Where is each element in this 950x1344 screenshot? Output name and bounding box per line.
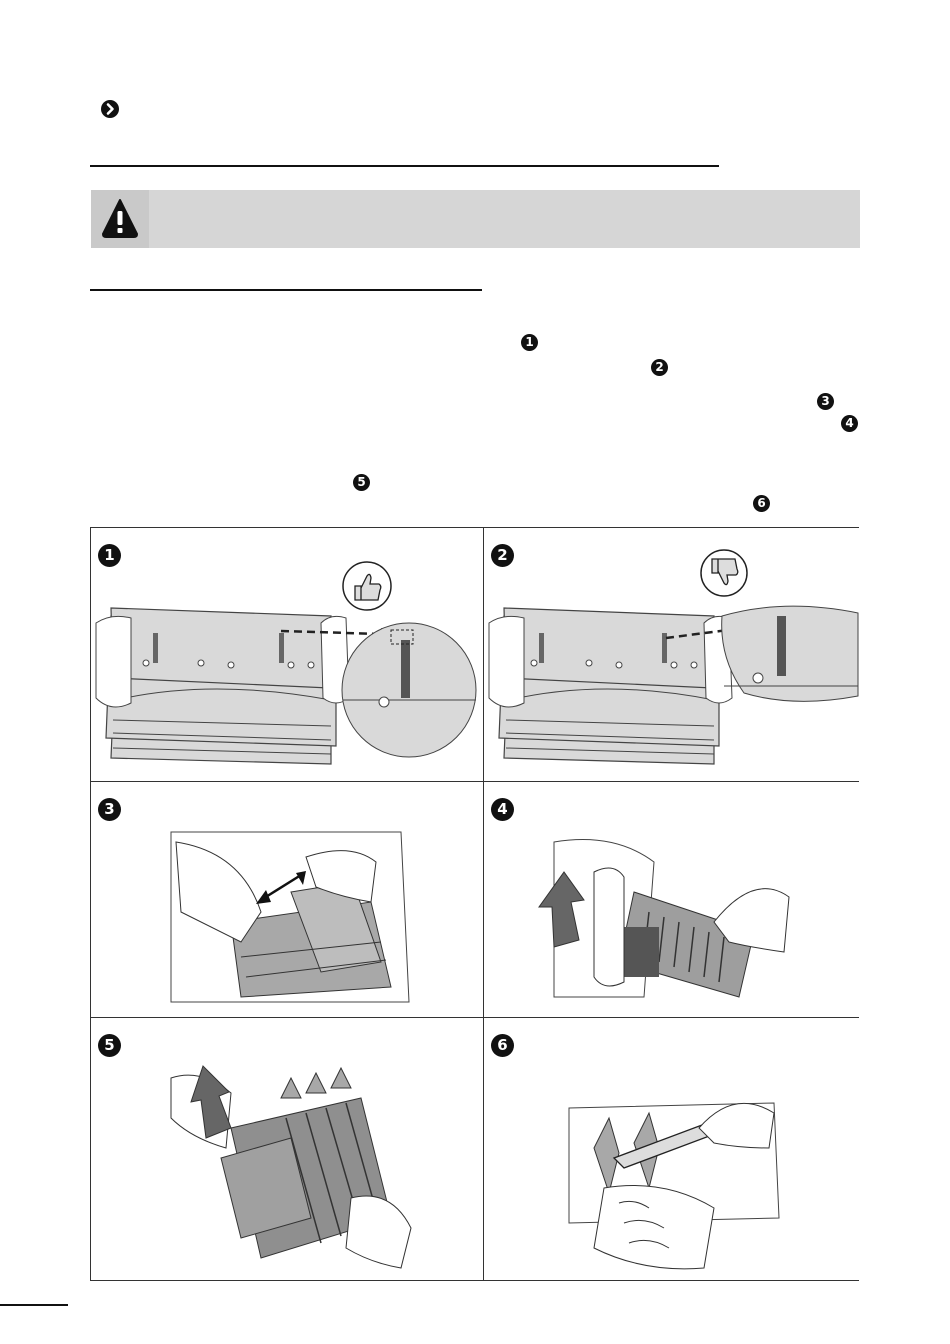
inline-step-marker-3: 3 xyxy=(817,393,834,410)
panel-number: 2 xyxy=(491,544,514,567)
panel-number: 3 xyxy=(98,798,121,821)
panel-4 xyxy=(484,782,859,1018)
release-filter-cover-illustration xyxy=(91,782,483,1017)
inline-step-marker-5: 5 xyxy=(353,474,370,491)
panel-1 xyxy=(91,528,484,782)
brush-installed-incorrectly-illustration xyxy=(484,528,859,781)
brush-installed-correctly-illustration xyxy=(91,528,483,781)
illustration-grid xyxy=(90,527,859,1281)
warning-icon-box xyxy=(91,190,149,248)
inline-step-marker-2: 2 xyxy=(651,359,668,376)
thumbs-down-icon xyxy=(701,550,747,596)
subsection-rule xyxy=(90,289,482,291)
panel-5 xyxy=(91,1018,484,1280)
panel-number: 6 xyxy=(491,1034,514,1057)
footer-rule xyxy=(0,1304,68,1306)
cut-brush-strap-illustration xyxy=(484,1018,859,1280)
thumbs-up-icon xyxy=(343,562,391,610)
lift-brush-assembly-illustration xyxy=(91,1018,483,1280)
panel-number: 4 xyxy=(491,798,514,821)
inline-step-marker-6: 6 xyxy=(753,495,770,512)
remove-roller-brush-illustration xyxy=(484,782,859,1017)
panel-2 xyxy=(484,528,859,782)
panel-3 xyxy=(91,782,484,1018)
inline-step-marker-1: 1 xyxy=(521,334,538,351)
warning-banner xyxy=(91,190,860,248)
section-rule xyxy=(90,165,719,167)
inline-step-marker-4: 4 xyxy=(841,415,858,432)
panel-number: 5 xyxy=(98,1034,121,1057)
warning-triangle-icon xyxy=(101,198,139,238)
chevron-right-icon xyxy=(101,100,119,118)
panel-number: 1 xyxy=(98,544,121,567)
panel-6 xyxy=(484,1018,859,1280)
